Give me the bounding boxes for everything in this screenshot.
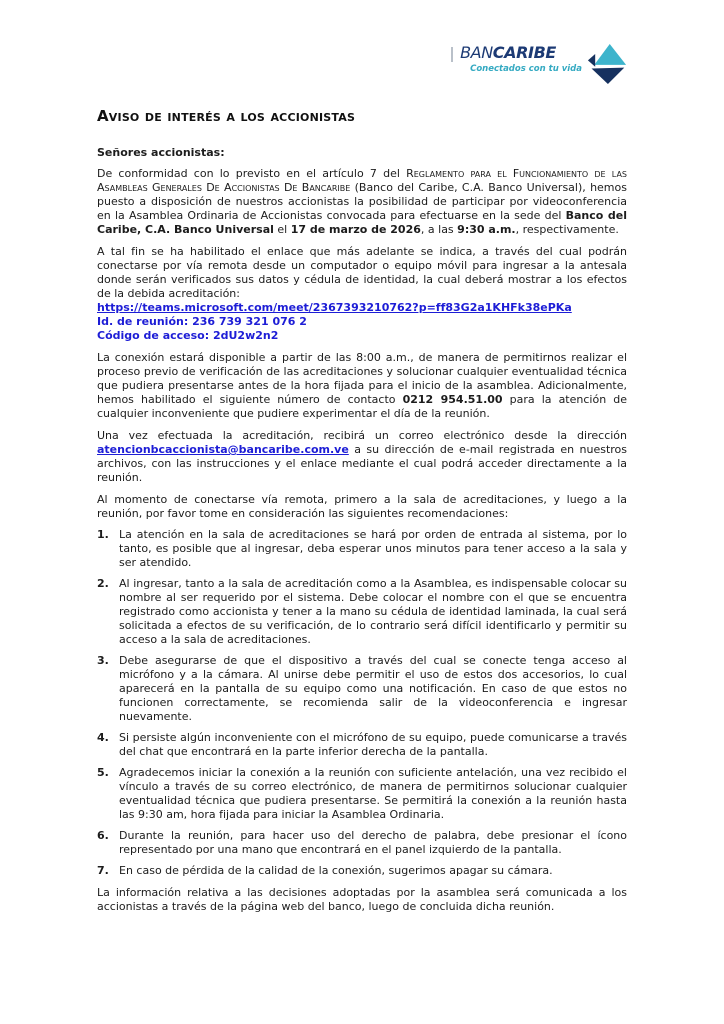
- list-item-text: Si persiste algún inconveniente con el micrófono de su equipo, puede comunicarse a través del chat que encontrará en la parte inferior derecha de la pantalla.: [119, 731, 627, 758]
- access-code-line: Código de acceso: 2dU2w2n2: [97, 329, 279, 342]
- list-item-number: 1.: [97, 528, 109, 541]
- contact-phone-number: 0212 954.51.00: [402, 393, 503, 406]
- p1-reglamento-smallcaps: Reglamento para el Funcionamiento de las Asambleas Generales De Accionistas De Bancaribe: [97, 167, 627, 194]
- list-item-number: 4.: [97, 731, 109, 744]
- p1-hora-bold: 9:30 a.m.: [457, 223, 516, 236]
- logo-row: [97, 44, 627, 90]
- list-item: [97, 864, 627, 878]
- paragraph-recomendaciones-intro: Al momento de conectarse vía remota, primero a la sala de acreditaciones, y luego a la reunión, por favor tome en consideración las siguientes recomendaciones:: [97, 493, 627, 520]
- paragraph-correo: [97, 429, 627, 485]
- p1-fecha-bold: 17 de marzo de 2026: [290, 223, 421, 236]
- brand-suffix: CARIBE: [492, 43, 556, 62]
- recommendations-list: [97, 528, 627, 878]
- logo-divider-bar: [451, 47, 453, 62]
- logo-text: [460, 44, 582, 74]
- p1-seg: , respectivamente.: [515, 223, 619, 236]
- list-item-number: 5.: [97, 766, 109, 779]
- teams-meeting-link[interactable]: https://teams.microsoft.com/meet/2367393210762?p=ff83G2a1KHFk38ePKa: [97, 301, 572, 314]
- list-item-text: Al ingresar, tanto a la sala de acreditación como a la Asamblea, es indispensable colocar su nombre al ser requerido por el sistema. Debe colocar el nombre con el que se encuentra registrado como accionista y tener a la mano su cédula de identidad laminada, la cual será solicitada a efectos de su verificación, de lo contrario será difícil identificarlo y permitir su acceso a la sala de acreditaciones.: [119, 577, 627, 646]
- list-item: [97, 731, 627, 759]
- list-item: [97, 829, 627, 857]
- paragraph-conexion: [97, 351, 627, 421]
- list-item: [97, 766, 627, 822]
- bancaribe-diamond-icon: [587, 42, 627, 86]
- list-item-number: 2.: [97, 577, 109, 590]
- p1-seg: el: [273, 223, 291, 236]
- brand-tagline: Conectados con tu vida: [470, 64, 582, 74]
- list-item-text: Durante la reunión, para hacer uso del derecho de palabra, debe presionar el ícono representado por una mano que encontrará en el panel izquierdo de la pantalla.: [119, 829, 627, 856]
- p3-seg: La conexión estará disponible a partir de las 8:00 a.m., de manera de permitirnos realizar el proceso previo de verificación de las acreditaciones y solucionar cualquier eventualidad técnica que pudiera presentarse antes de la hora fijada para el inicio de la asamblea. Adicionalmente, hemos habilitado el siguiente número de contacto: [97, 351, 627, 406]
- p4-seg: Una vez efectuada la acreditación, recibirá un correo electrónico desde la dirección: [97, 429, 627, 442]
- list-item-number: 6.: [97, 829, 109, 842]
- p1-banco-bold: Banco del Caribe, C.A. Banco Universal: [97, 209, 627, 236]
- list-item-text: Debe asegurarse de que el dispositivo a través del cual se conecte tenga acceso al micrófono y a la cámara. Al unirse debe permitir el uso de estos dos accesorios, lo cual aparecerá en la pantalla de su equipo como una notificación. En caso de que estos no funcionen correctamente, se recomienda salir de la videoconferencia e ingresar nuevamente.: [119, 654, 627, 723]
- p1-seg: De conformidad con lo previsto en el artículo 7 del: [97, 167, 407, 180]
- list-item: [97, 577, 627, 647]
- paragraph-enlace: A tal fin se ha habilitado el enlace que más adelante se indica, a través del cual podrán conectarse por vía remota desde un computador o equipo móvil para ingresar a la antesala donde serán verificados sus datos y cédula de identidad, la cual deberá mostrar a los efectos de la debida acreditación:: [97, 245, 627, 300]
- list-item-number: 7.: [97, 864, 109, 877]
- list-item: [97, 654, 627, 724]
- bancaribe-logo: [451, 44, 627, 90]
- list-item-text: Agradecemos iniciar la conexión a la reunión con suficiente antelación, una vez recibido el vínculo a través de su correo electrónico, de manera de permitirnos solucionar cualquier eventualidad técnica que pudiera presentarse. Se permitirá la conexión a la reunión hasta las 9:30 am, hora fijada para iniciar la Asamblea Ordinaria.: [119, 766, 627, 821]
- paragraph-convocatoria: [97, 167, 627, 237]
- p1-seg: , a las: [420, 223, 458, 236]
- brand-prefix: BAN: [460, 43, 493, 62]
- salutation: Señores accionistas:: [97, 146, 225, 159]
- p4-seg: a su dirección de e-mail registrada en nuestros archivos, con las instrucciones y el enlace mediante el cual podrá acceder directamente a la reunión.: [97, 443, 627, 484]
- list-item-text: En caso de pérdida de la calidad de la conexión, sugerimos apagar su cámara.: [119, 864, 553, 877]
- meeting-link-line: [97, 301, 627, 315]
- brand-wordmark: [460, 44, 582, 62]
- list-item-text: La atención en la sala de acreditaciones se hará por orden de entrada al sistema, por lo tanto, es posible que al ingresar, deba esperar unos minutos para tener acceso a la sala y ser atendido.: [119, 528, 627, 569]
- list-item: [97, 528, 627, 570]
- p3-seg: para la atención de cualquier inconveniente que pudiere experimentar el día de la reunión.: [97, 393, 627, 420]
- accreditation-email-link[interactable]: atencionbcaccionista@bancaribe.com.ve: [97, 443, 349, 456]
- list-item-number: 3.: [97, 654, 109, 667]
- closing-paragraph: La información relativa a las decisiones adoptadas por la asamblea será comunicada a los accionistas a través de la página web del banco, luego de concluida dicha reunión.: [97, 886, 627, 913]
- p1-seg: (Banco del Caribe, C.A. Banco Universal), hemos puesto a disposición de nuestros accionistas la posibilidad de participar por videoconferencia en la Asamblea Ordinaria de Accionistas convocada para efectuarse en la sede del: [97, 181, 627, 222]
- meeting-id-line: Id. de reunión: 236 739 321 076 2: [97, 315, 307, 328]
- page-title: Aviso de interés a los accionistas: [97, 107, 356, 125]
- document-content: [97, 0, 627, 914]
